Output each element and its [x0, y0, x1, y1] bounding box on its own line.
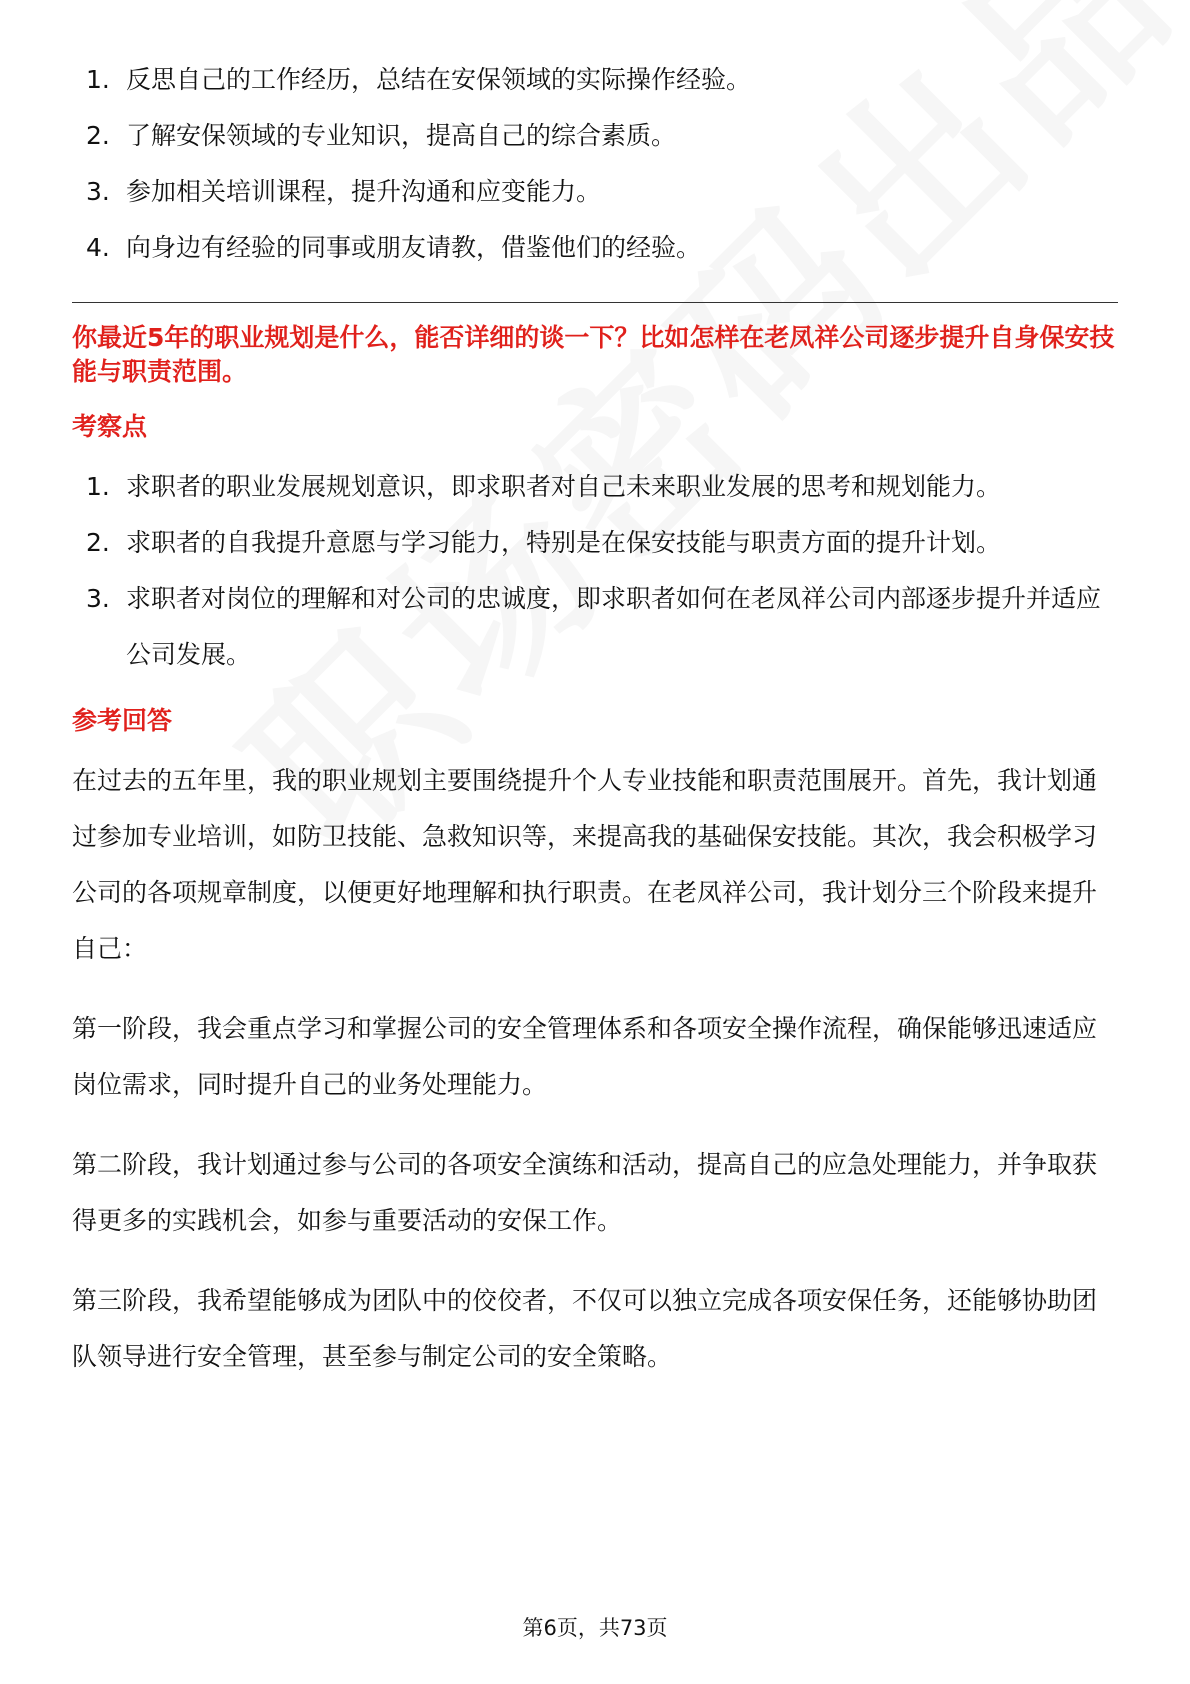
- list-item: [72, 515, 1118, 571]
- list-item: [72, 108, 1118, 164]
- list-text: 向身边有经验的同事或朋友请教，借鉴他们的经验。: [126, 233, 702, 262]
- list-text: 求职者对岗位的理解和对公司的忠诚度，即求职者如何在老凤祥公司内部逐步提升并适应公司发展。: [126, 584, 1102, 669]
- list-number: 1.: [86, 472, 110, 501]
- list-text: 求职者的自我提升意愿与学习能力，特别是在保安技能与职责方面的提升计划。: [126, 528, 1002, 557]
- page-footer: 第6页，共73页: [522, 1616, 668, 1640]
- list-text: 了解安保领域的专业知识，提高自己的综合素质。: [126, 121, 677, 150]
- answer-paragraph: 第三阶段，我希望能够成为团队中的佼佼者，不仅可以独立完成各项安保任务，还能够协助团队领导进行安全管理，甚至参与制定公司的安全策略。: [72, 1286, 1098, 1371]
- list-item: [72, 571, 1118, 683]
- list-number: 3.: [86, 177, 110, 206]
- answer-paragraph: 在过去的五年里，我的职业规划主要围绕提升个人专业技能和职责范围展开。首先，我计划通过参加专业培训，如防卫技能、急救知识等，来提高我的基础保安技能。其次，我会积极学习公司的各项规章制度，以便更好地理解和执行职责。在老凤祥公司，我计划分三个阶段来提升自己：: [72, 766, 1098, 963]
- section-divider: [72, 302, 1118, 303]
- question-heading: 你最近5年的职业规划是什么，能否详细的谈一下？比如怎样在老凤祥公司逐步提升自身保安技能与职责范围。: [72, 323, 1115, 386]
- list-number: 2.: [86, 528, 110, 557]
- list-number: 2.: [86, 121, 110, 150]
- focus-points-list: [72, 459, 1118, 683]
- list-item: [72, 52, 1118, 108]
- list-item: [72, 220, 1118, 276]
- answer-paragraph: 第二阶段，我计划通过参与公司的各项安全演练和活动，提高自己的应急处理能力，并争取获得更多的实践机会，如参与重要活动的安保工作。: [72, 1150, 1098, 1235]
- top-list: [72, 52, 1118, 276]
- list-item: [72, 459, 1118, 515]
- list-number: 1.: [86, 65, 110, 94]
- list-text: 求职者的职业发展规划意识，即求职者对自己未来职业发展的思考和规划能力。: [126, 472, 1002, 501]
- list-text: 参加相关培训课程，提升沟通和应变能力。: [126, 177, 602, 206]
- answer-paragraph: 第一阶段，我会重点学习和掌握公司的安全管理体系和各项安全操作流程，确保能够迅速适应岗位需求，同时提升自己的业务处理能力。: [72, 1014, 1098, 1099]
- list-number: 4.: [86, 233, 110, 262]
- list-number: 3.: [86, 584, 110, 613]
- list-text: 反思自己的工作经历，总结在安保领域的实际操作经验。: [126, 65, 752, 94]
- focus-label: 考察点: [72, 412, 148, 441]
- answer-label: 参考回答: [72, 706, 173, 735]
- list-item: [72, 164, 1118, 220]
- page-content: [72, 52, 1118, 1409]
